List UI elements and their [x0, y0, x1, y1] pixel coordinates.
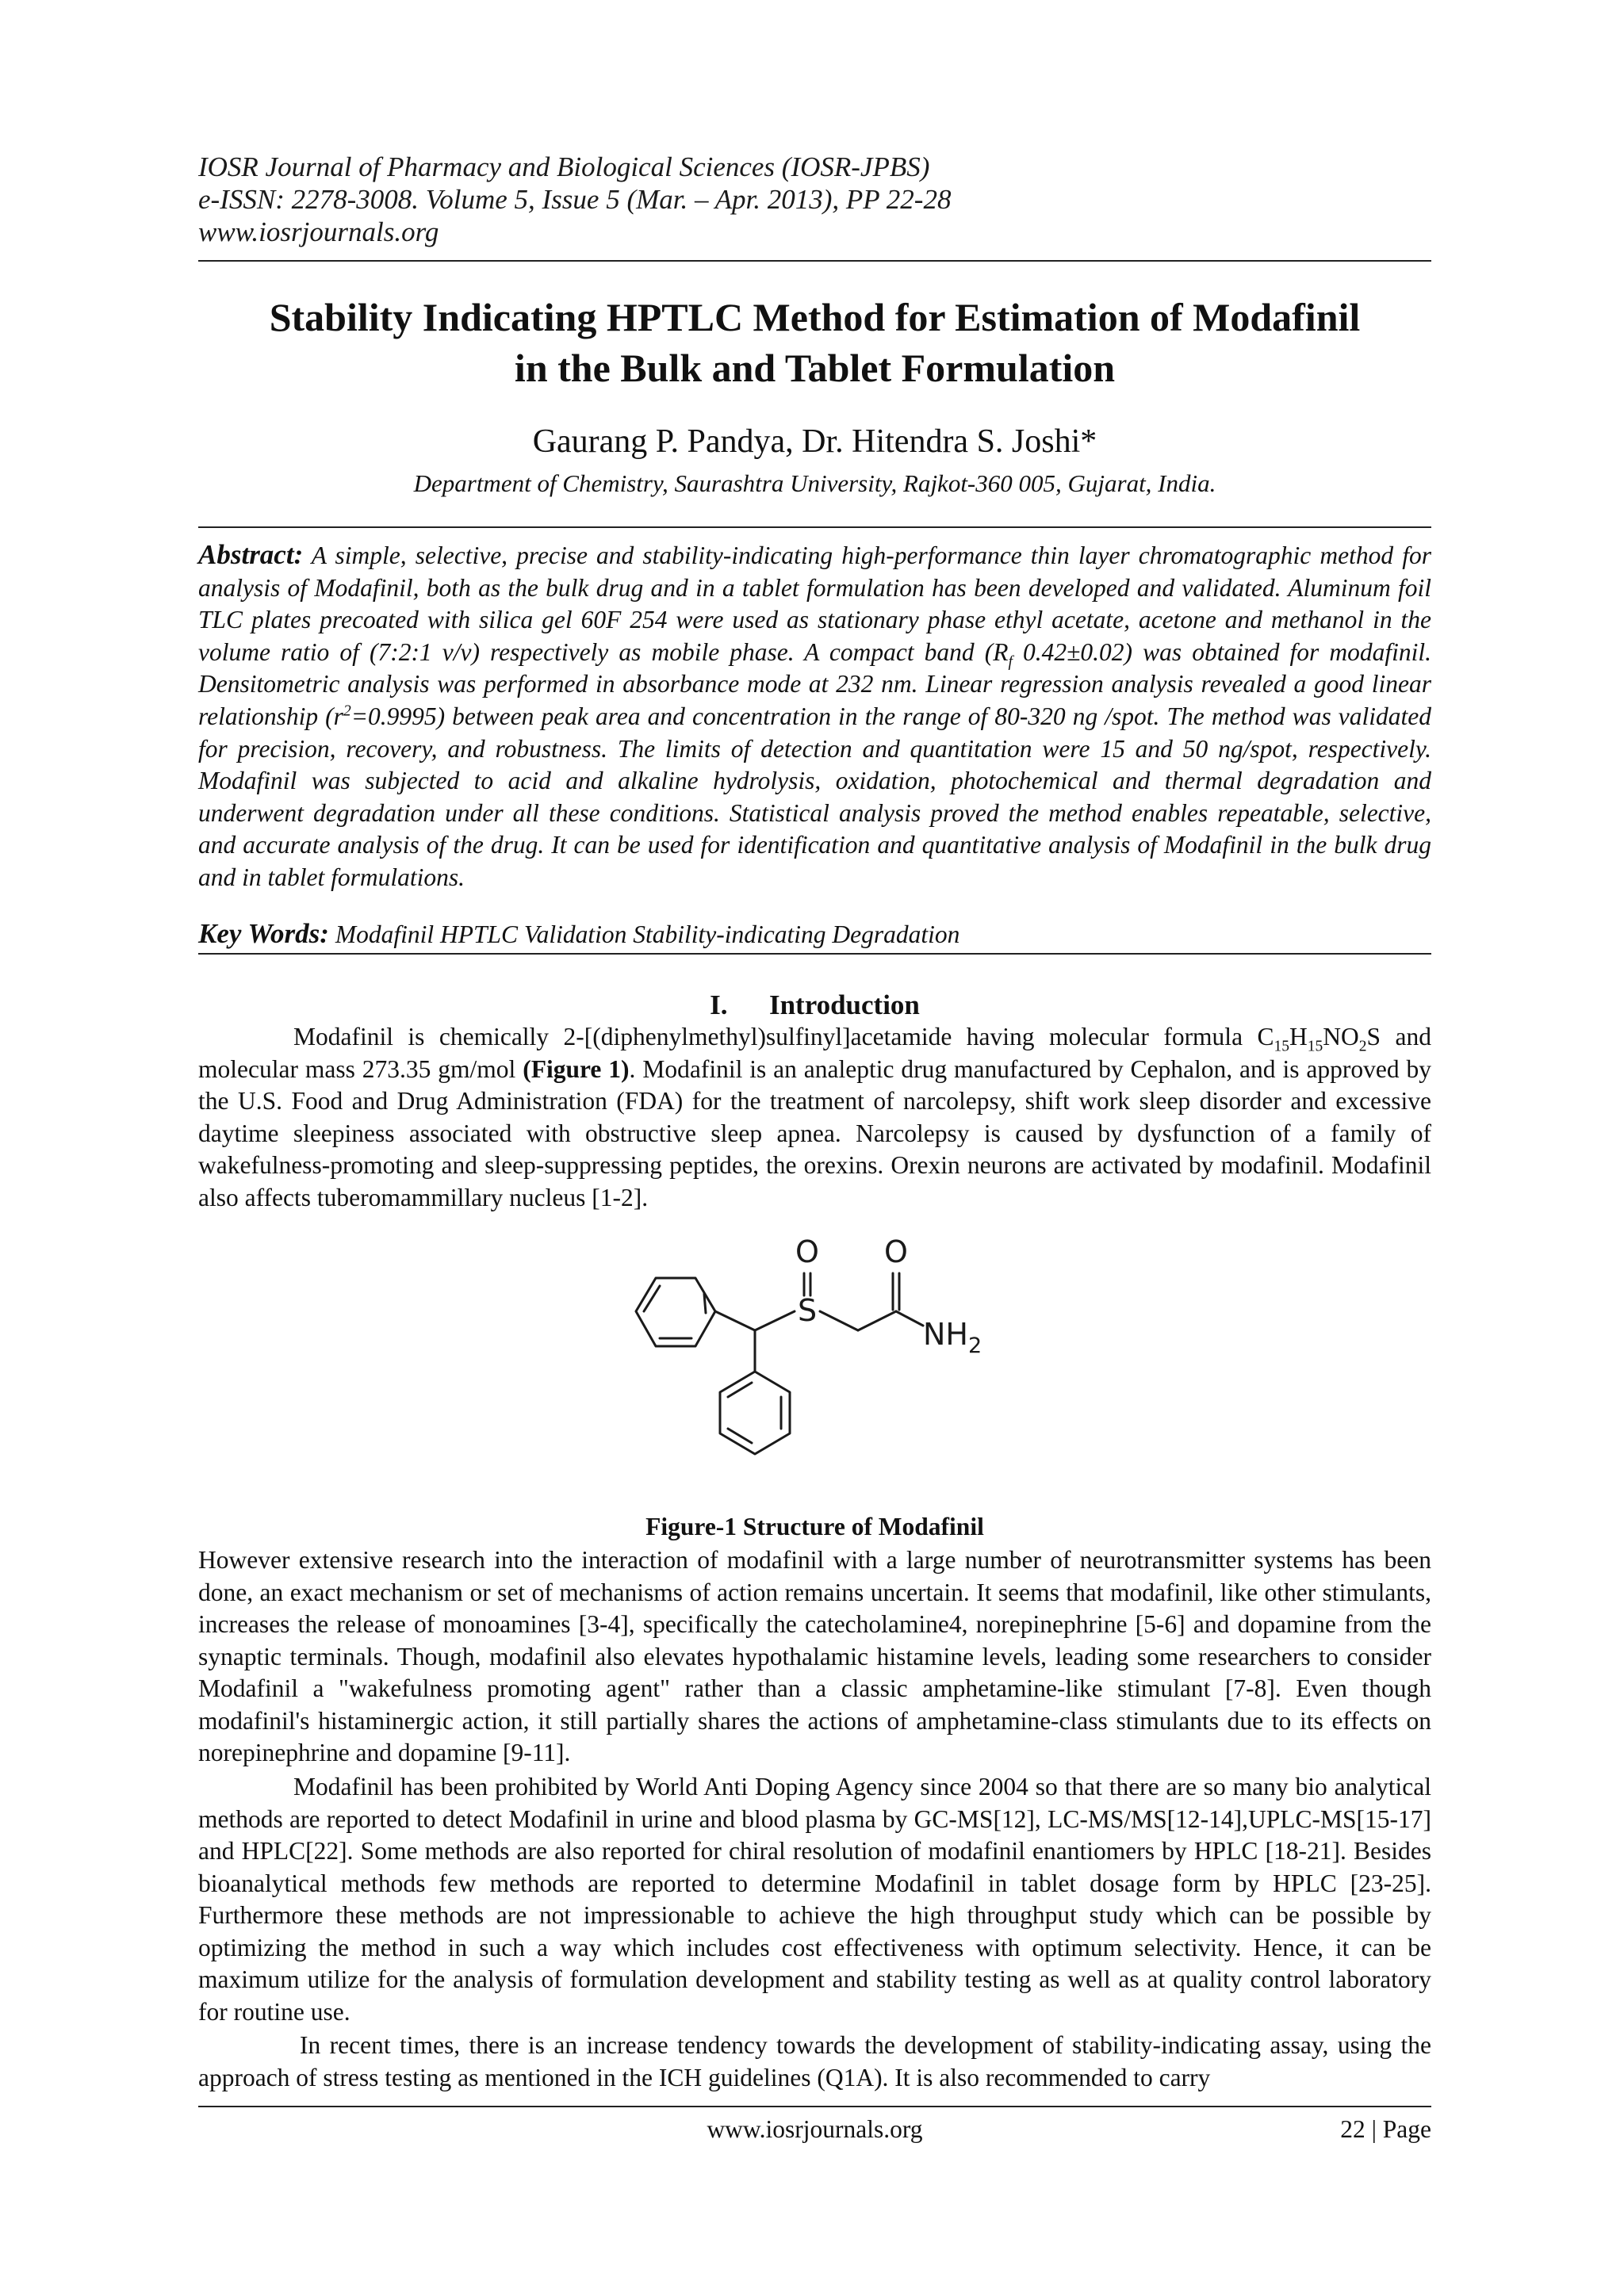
aromatic-bond: [704, 1294, 706, 1313]
formula-sub-c: 15: [1274, 1038, 1290, 1055]
formula-sub-o: 2: [1358, 1038, 1367, 1055]
benzene-ring-lower: [720, 1372, 790, 1454]
abstract-text-c: =0.9995) between peak area and concentration in the range of 80-320 ng /spot. The method was validated for precision, recovery, and robustness. The limits of detection and quantitation were 15 and 50 ng/spot, respectively. Modafinil was subjected to acid and alkaline hydrolysis, oxidation, photochemical and thermal degradation and underwent degradation under all these conditions. Statistical analysis proved the method enables repeatable, selective, and accurate analysis of the drug. It can be used for identification and quantitative analysis of Modafinil in the bulk drug and in tablet formulations.: [198, 702, 1432, 891]
abstract-top-rule: [198, 526, 1431, 528]
amine-label-subscript: 2: [968, 1334, 982, 1358]
bond-sulfur-to-ch2: [820, 1311, 858, 1330]
sulfoxide-oxygen-label: O: [795, 1234, 819, 1269]
intro-paragraph-4: In recent times, there is an increase tendency towards the development of stability-indicating assay, using the approach of stress testing as mentioned in the ICH guidelines (Q1A). It is also recommended to carry: [198, 2031, 1431, 2091]
abstract-bottom-rule: [198, 953, 1431, 955]
section-heading-introduction: I. Introduction: [710, 989, 920, 1020]
abstract-label: Abstract:: [198, 539, 304, 570]
journal-issn-line: e-ISSN: 2278-3008. Volume 5, Issue 5 (Mar. – Apr. 2013), PP 22-28: [198, 184, 952, 215]
abstract: [198, 539, 1431, 894]
header-rule: [198, 260, 1431, 262]
figure-caption: Figure-1 Structure of Modafinil: [645, 1513, 984, 1540]
bond-methine-to-sulfur: [755, 1311, 795, 1330]
bond-ch2-to-carbonyl: [858, 1311, 896, 1330]
bond-carbonyl-to-amine: [896, 1311, 923, 1326]
intro-paragraph-3: Modafinil has been prohibited by World Anti Doping Agency since 2004 so that there are so many bio analytical methods are reported to detect Modafinil in urine and blood plasma by GC-MS[12], LC-MS/MS[12-14],UPLC-MS[15-17] and HPLC[22]. Some methods are also reported for chiral resolution of modafinil enantiomers by HPLC [18-21]. Besides bioanalytical methods few methods are reported to determine Modafinil in tablet dosage form by HPLC [23-25]. Furthermore these methods are not impressionable to achieve the high throughput study which can be possible by optimizing the method in such a way which includes cost effectiveness with optimum selectivity. Hence, it can be maximum utilize for the analysis of formulation development and stability testing as well as at quality control laboratory for routine use.: [198, 1773, 1431, 2026]
paper-page: [198, 0, 1431, 2296]
intro-paragraph-2: However extensive research into the interaction of modafinil with a large number of neurotransmitter systems has been done, an exact mechanism or set of mechanisms of action remains uncertain. It seems that modafinil, like other stimulants, increases the release of monoamines [3-4], specifically the catecholamine4, norepinephrine [5-6] and dopamine from the synaptic terminals. Though, modafinil also elevates hypothalamic histamine levels, leading some researchers to consider Modafinil a "wakefulness promoting agent" rather than a classic amphetamine-like stimulant [7-8]. Even though modafinil's histaminergic action, it still partially shares the actions of amphetamine-class stimulants due to its effects on norepinephrine and dopamine [9-11].: [198, 1546, 1431, 1766]
paper-title: [198, 292, 1431, 393]
keywords-text: Modafinil HPTLC Validation Stability-indicating Degradation: [328, 920, 960, 948]
affiliation: Department of Chemistry, Saurashtra University, Rajkot-360 005, Gujarat, India.: [413, 469, 1216, 497]
intro-p1-text-c: . Modafinil is an analeptic drug manufactured by Cephalon, and is approved by the U.S. Food and Drug Administration (FDA) for the treatment of narcolepsy, shift work sleep disorder and excessive daytime sleepiness associated with obstructive sleep apnea. Narcolepsy is caused by dysfunction of a family of wakefulness-promoting and sleep-suppressing peptides, the orexins. Orexin neurons are activated by modafinil. Modafinil also affects tuberomammillary nucleus [1-2].: [198, 1054, 1431, 1211]
journal-header: [198, 151, 1431, 248]
carbonyl-oxygen-label: O: [884, 1234, 908, 1269]
keywords-label: Key Words:: [198, 918, 329, 949]
modafinil-structure-figure: [596, 1227, 1025, 1489]
footer-rule: [198, 2106, 1431, 2107]
sulfur-label: S: [797, 1293, 818, 1328]
footer-url: www.iosrjournals.org: [707, 2115, 923, 2143]
benzene-ring-upper: [636, 1278, 715, 1346]
formula-h: H: [1289, 1023, 1308, 1050]
journal-website: www.iosrjournals.org: [198, 216, 439, 247]
journal-name: IOSR Journal of Pharmacy and Biological Sciences (IOSR-JPBS): [198, 151, 930, 182]
formula-no: NO: [1323, 1023, 1359, 1050]
keywords: [198, 918, 1431, 951]
amine-label: [923, 1317, 982, 1358]
amine-label-nh: NH: [923, 1317, 968, 1352]
authors: Gaurang P. Pandya, Dr. Hitendra S. Joshi*: [532, 423, 1097, 460]
figure-reference: (Figure 1): [523, 1054, 630, 1083]
aromatic-bond: [644, 1286, 660, 1311]
abstract-rf-subscript: f: [1008, 653, 1013, 671]
intro-p1-text-a: Modafinil is chemically 2-[(diphenylmethyl)sulfinyl]acetamide having molecular formula C: [293, 1023, 1274, 1050]
abstract-text-b: 0.42±0.02) was obtained for modafinil. Densitometric analysis was performed in absorbance mode at 232 nm. Linear regression analysis revealed a good linear relationship (r: [198, 637, 1432, 730]
abstract-r2-superscript: 2: [343, 702, 351, 720]
bond-ring-to-methine: [715, 1311, 755, 1330]
paper-title-line-2: in the Bulk and Tablet Formulation: [514, 346, 1116, 390]
abstract-text-a: A simple, selective, precise and stability-indicating high-performance thin layer chromatographic method for analysis of Modafinil, both as the bulk drug and in a tablet formulation has been developed and validated. Aluminum foil TLC plates precoated with silica gel 60F 254 were used as stationary phase ethyl acetate, acetone and methanol in the volume ratio of (7:2:1 v/v) respectively as mobile phase. A compact band (R: [198, 541, 1431, 666]
intro-p1-text-b: S and molecular mass 273.35 gm/mol: [198, 1023, 1431, 1083]
formula-sub-h: 15: [1307, 1038, 1323, 1055]
intro-paragraph-1: [198, 1021, 1431, 1214]
paper-title-line-1: Stability Indicating HPTLC Method for Estimation of Modafinil: [269, 295, 1361, 339]
footer-page-number: 22 | Page: [1340, 2115, 1431, 2143]
